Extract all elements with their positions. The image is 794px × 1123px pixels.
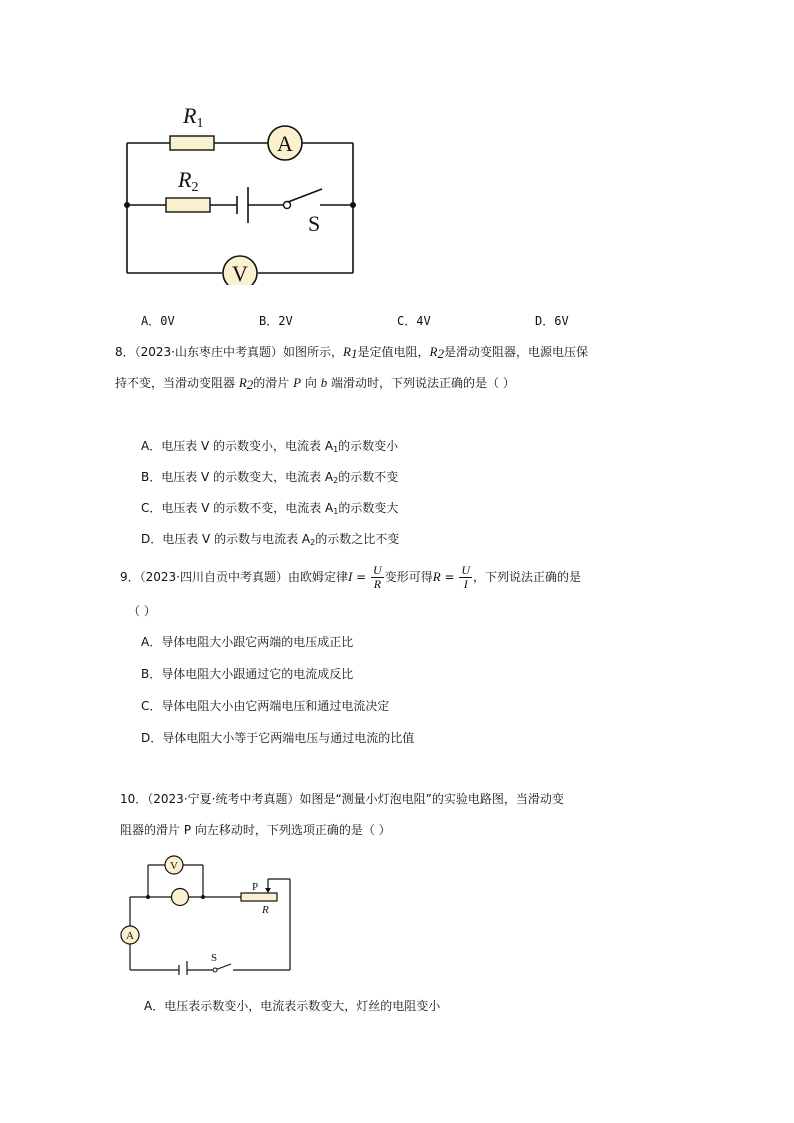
- junction-a: [146, 895, 150, 899]
- junction-left: [124, 202, 130, 208]
- q9-line-2: （ ）: [128, 604, 156, 618]
- r2-label: R2: [178, 167, 199, 195]
- voltmeter-label: V: [232, 261, 248, 285]
- q10-line-1: 10．（2023·宁夏·统考中考真题）如图是“测量小灯泡电阻”的实验电路图，当滑动变: [120, 792, 564, 806]
- voltmeter-small-label: V: [170, 860, 178, 872]
- lamp-symbol: [172, 889, 189, 906]
- junction-b: [201, 895, 205, 899]
- q9-option-d: D．导体电阻大小等于它两端电压与通过电流的比值: [141, 731, 415, 745]
- switch-pivot: [284, 202, 291, 209]
- equation-r-fraction: $\frac{U}{I}$: [461, 563, 471, 591]
- q8-line-1: 8．（2023·山东枣庄中考真题）如图所示，$R_1$是定值电阻，$R_2$是滑动变阻器，电源电压保: [115, 344, 588, 361]
- resistor-r1: [170, 136, 214, 150]
- resistor-r2: [166, 198, 210, 212]
- prev-option-d: D．6V: [535, 314, 569, 328]
- circuit-diagram-1: [110, 95, 370, 285]
- switch-label: S: [308, 211, 321, 236]
- prev-option-a: A．0V: [141, 314, 175, 328]
- q8-option-a: A．电压表 V 的示数变小，电流表 $A_1$的示数变小: [141, 439, 399, 454]
- junction-right: [350, 202, 356, 208]
- slider-arrow: [265, 888, 271, 893]
- ammeter-small-label: A: [126, 930, 134, 942]
- q8-option-c: C．电压表 V 的示数不变，电流表 $A_1$的示数变大: [141, 501, 399, 516]
- switch-s-label: S: [211, 952, 218, 964]
- rheostat-symbol: [241, 893, 277, 901]
- switch-small-pivot: [213, 968, 217, 972]
- circuit-diagram-2: [115, 850, 300, 975]
- equation-i-fraction: $\frac{U}{R}$: [373, 563, 382, 591]
- rheostat-r-label: R: [262, 904, 269, 916]
- q9-option-a: A．导体电阻大小跟它两端的电压成正比: [141, 635, 354, 649]
- slider-p-label: P: [252, 881, 259, 893]
- prev-option-c: C．4V: [397, 314, 431, 328]
- q9-line-1: 9．（2023·四川自贡中考真题）由欧姆定律I = $\frac{U}{R}$ 变形可得R = $\frac{U}{I}$ ，下列说法正确的是: [120, 563, 582, 591]
- q8-line-2: 持不变，当滑动变阻器 $R_2$的滑片 P 向 b 端滑动时，下列说法正确的是（ ）: [115, 375, 515, 392]
- q8-option-b: B．电压表 V 的示数变大，电流表 $A_2$的示数不变: [141, 470, 399, 485]
- q10-option-a: A．电压表示数变小，电流表示数变大，灯丝的电阻变小: [144, 999, 441, 1013]
- q8-option-d: D．电压表 V 的示数与电流表 $A_2$的示数之比不变: [141, 532, 400, 547]
- q9-option-c: C．导体电阻大小由它两端电压和通过电流决定: [141, 699, 390, 713]
- r1-label: R1: [183, 103, 204, 131]
- q9-option-b: B．导体电阻大小跟通过它的电流成反比: [141, 667, 354, 681]
- prev-option-b: B．2V: [259, 314, 293, 328]
- q10-line-2: 阻器的滑片 P 向左移动时，下列选项正确的是（ ）: [120, 823, 391, 837]
- ammeter-label: A: [277, 131, 293, 156]
